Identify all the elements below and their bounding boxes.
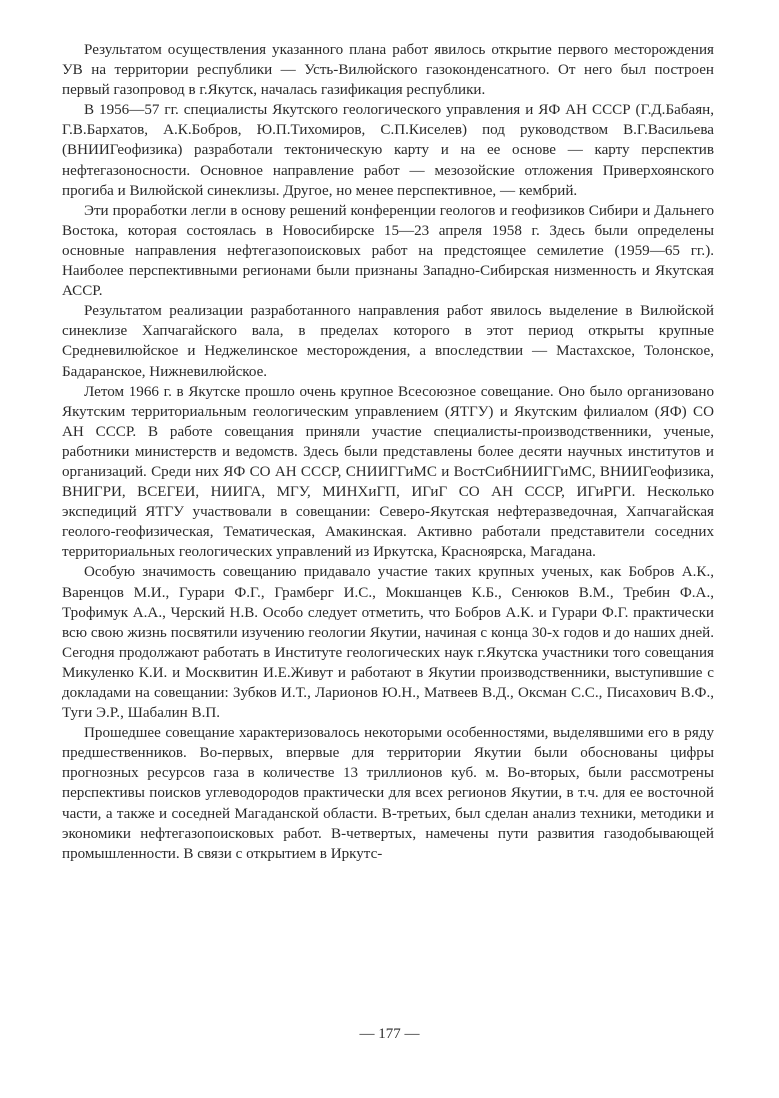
paragraph-6: Особую значимость совещанию придавало участие таких крупных ученых, как Бобров А.К., Варенцов М.И., Гурари Ф.Г., Грамберг И.С., Мокшанцев К.Б., Сенюков В.М., Требин Ф.А., Трофимук А.А., Черский Н.В. Особо следует отметить, что Бобров А.К. и Гурари Ф.Г. практически всю свою жизнь посвятили изучению геологии Якутии, начиная с конца 30-х годов и до наших дней. Сегодня продолжают работать в Институте геологических наук г.Якутска участники того совещания Микуленко К.И. и Москвитин И.Е.Живут и работают в Якутии производственники, выступившие с докладами на совещании: Зубков И.Т., Ларионов Ю.Н., Матвеев В.Д., Оксман С.С., Писахович В.Ф., Туги Э.Р., Шабалин В.П.	[62, 564, 714, 722]
paragraph-5: Летом 1966 г. в Якутске прошло очень крупное Всесоюзное совещание. Оно было организовано Якутским территориальным геологическим управлением (ЯТГУ) и Якутским филиалом (ЯФ) СО АН СССР. В работе совещания приняли участие специалисты-производственники, ученые, работники министерств и ведомств. Здесь были представлены более десяти научных институтов и организаций. Среди них ЯФ СО АН СССР, СНИИГГиМС и ВостСибНИИГГиМС, ВНИИГеофизика, ВНИГРИ, ВСЕГЕИ, НИИГА, МГУ, МИНХиГП, ИГиГ СО АН СССР, ИГиРГИ. Несколько экспедиций ЯТГУ участвовали в совещании: Северо-Якутская нефтеразведочная, Хапчагайская геолого-геофизическая, Тематическая, Амакинская. Активно работали представители соседних территориальных геологических управлений из Иркутска, Красноярска, Магадана.	[62, 383, 714, 561]
paragraph-4: Результатом реализации разработанного направления работ явилось выделение в Вилюйской синеклизе Хапчагайского вала, в пределах которого в этот период открыты крупные Средневилюйское и Неджелинское месторождения, а впоследствии — Мастахское, Толонское, Бадаранское, Нижневилюйское.	[62, 303, 714, 380]
page-number: — 177 —	[359, 1026, 420, 1042]
paragraph-2: В 1956—57 гг. специалисты Якутского геологического управления и ЯФ АН СССР (Г.Д.Бабаян, Г.В.Бархатов, А.К.Бобров, Ю.П.Тихомиров, С.П.Киселев) под руководством В.Г.Васильева (ВНИИГеофизика) разработали тектоническую карту и на ее основе — карту перспектив нефтегазоносности. Основное направление работ — мезозойские отложения Приверхоянского прогиба и Вилюйской синеклизы. Другое, но менее перспективное, — кембрий.	[62, 102, 714, 199]
paragraph-7: Прошедшее совещание характеризовалось некоторыми особенностями, выделявшими его в ряду предшественников. Во-первых, впервые для территории Якутии были обоснованы цифры прогнозных ресурсов газа в количестве 13 триллионов куб. м. Во-вторых, были рассмотрены перспективы поисков углеводородов практически для всех регионов Якутии, в т.ч. для ее восточной части, а также и соседней Магаданской области. В-третьих, был сделан анализ техники, методики и экономики нефтегазопоисковых работ. В-четвертых, намечены пути развития газодобывающей промышленности. В связи с открытием в Иркутс-	[62, 725, 714, 862]
page-body	[62, 40, 714, 864]
paragraph-1: Результатом осуществления указанного плана работ явилось открытие первого месторождения УВ на территории республики — Усть-Вилюйского газоконденсатного. От него был построен первый газопровод в г.Якутск, началась газификация республики.	[62, 42, 714, 99]
paragraph-3: Эти проработки легли в основу решений конференции геологов и геофизиков Сибири и Дальнего Востока, которая состоялась в Новосибирске 15—23 апреля 1958 г. Здесь были определены основные направления нефтегазопоисковых работ на предстоящее семилетие (1959—65 гг.). Наиболее перспективными регионами были признаны Западно-Сибирская низменность и Якутская АССР.	[62, 202, 714, 300]
